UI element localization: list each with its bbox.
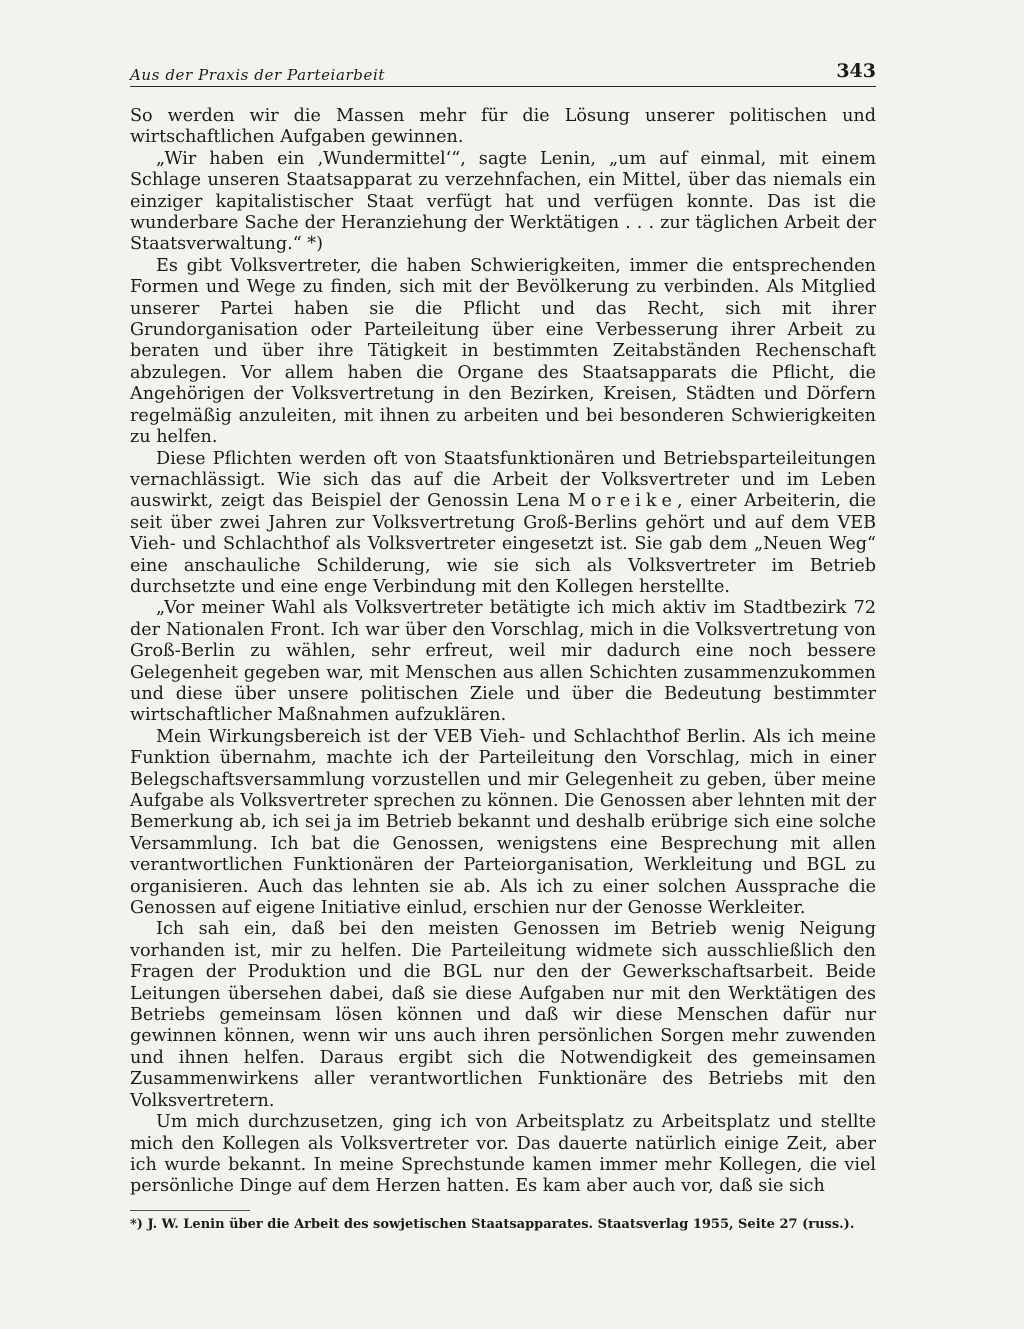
- page-number: 343: [836, 60, 876, 82]
- running-head: Aus der Praxis der Parteiarbeit: [130, 66, 385, 84]
- paragraph: Ich sah ein, daß bei den meisten Genossen im Betrieb wenig Neigung vorhanden ist, mir zu helfen. Die Parteileitung widmete sich ausschließlich den Fragen der Produktion und die BGL nur den der Gewerkschaftsarbeit. Beide Leitungen übersehen dabei, daß sie diese Aufgaben nur mit den Werktätigen des Betriebs gemeinsam lösen können und daß wir diese Menschen dafür nur gewinnen können, wenn wir uns auch ihren persönlichen Sorgen mehr zuwenden und ihnen helfen. Daraus ergibt sich die Notwendigkeit des gemeinsamen Zusammenwirkens aller verantwortlichen Funktionäre des Betriebs mit den Volksvertretern.: [130, 919, 876, 1111]
- paragraph-text: Diese Pflichten werden oft von Staatsfunktionären und Betriebsparteileitungen vernachlässigt. Wie sich das auf die Arbeit der Volksvertreter und im Leben auswirkt, zeigt das Beispiel der Genossin Lena: [130, 448, 876, 512]
- paragraph: „Vor meiner Wahl als Volksvertreter betätigte ich mich aktiv im Stadtbezirk 72 der Nationalen Front. Ich war über den Vorschlag, mich in die Volksvertretung von Groß-Berlin zu wählen, sehr erfreut, weil mir dadurch eine noch bessere Gelegenheit gegeben war, mit Menschen aus allen Schichten zusammenzukommen und diese über unsere politischen Ziele und über die Bedeutung bestimmter wirtschaftlicher Maßnahmen aufzuklären.: [130, 598, 876, 726]
- footnote-rule: [130, 1210, 250, 1211]
- paragraph-text: , einer Arbeiterin, die seit über zwei Jahren zur Volksvertretung Groß-Berlins gehört und auf dem VEB Vieh- und Schlachthof als Volksvertreter eingesetzt ist. Sie gab dem „Neuen Weg“ eine anschauliche Schilderung, wie sie sich als Volksvertreter im Betrieb durchsetzte und eine enge Verbindung mit den Kollegen herstellte.: [130, 491, 876, 597]
- paragraph: Mein Wirkungsbereich ist der VEB Vieh- und Schlachthof Berlin. Als ich meine Funktion übernahm, machte ich der Parteileitung den Vorschlag, mich in einer Belegschaftsversammlung vorzustellen und mir Gelegenheit zu geben, über meine Aufgabe als Volksvertreter sprechen zu können. Die Genossen aber lehnten mit der Bemerkung ab, ich sei ja im Betrieb bekannt und deshalb erübrige sich eine solche Versammlung. Ich bat die Genossen, wenigstens eine Besprechung mit allen verantwortlichen Funktionären der Parteiorganisation, Werkleitung und BGL zu organisieren. Auch das lehnten sie ab. Als ich zu einer solchen Aussprache die Genossen auf eigene Initiative einlud, erschien nur der Genosse Werkleiter.: [130, 726, 876, 919]
- paragraph: [130, 449, 876, 599]
- paragraph: Um mich durchzusetzen, ging ich von Arbeitsplatz zu Arbeitsplatz und stellte mich den Kollegen als Volksvertreter vor. Das dauerte natürlich einige Zeit, aber ich wurde bekannt. In meine Sprechstunde kamen immer mehr Kollegen, die viel persönliche Dinge auf dem Herzen hatten. Es kam aber auch vor, daß sie sich: [130, 1112, 876, 1197]
- paragraph: Es gibt Volksvertreter, die haben Schwierigkeiten, immer die entsprechenden Formen und Wege zu finden, sich mit der Bevölkerung zu verbinden. Als Mitglied unserer Partei haben sie die Pflicht und das Recht, sich mit ihrer Grundorganisation oder Parteileitung über eine Verbesserung ihrer Arbeit zu beraten und über ihre Tätigkeit in bestimmten Zeitabständen Rechenschaft abzulegen. Vor allem haben die Organe des Staatsapparats die Pflicht, die Angehörigen der Volksvertretung in den Bezirken, Kreisen, Städten und Dörfern regelmäßig anzuleiten, mit ihnen zu arbeiten und bei besonderen Schwierigkeiten zu helfen.: [130, 255, 876, 448]
- footnote: *) J. W. Lenin über die Arbeit des sowjetischen Staatsapparates. Staatsverlag 1955, Seite 27 (russ.).: [130, 1217, 855, 1232]
- paragraph: So werden wir die Massen mehr für die Lösung unserer politischen und wirtschaftlichen Aufgaben gewinnen.: [130, 106, 876, 148]
- emphasized-name: Moreike: [567, 491, 677, 512]
- body-text: [130, 106, 876, 1198]
- paragraph: „Wir haben ein ‚Wundermittel‘“, sagte Lenin, „um auf einmal, mit einem Schlage unseren Staatsapparat zu verzehnfachen, ein Mittel, über das niemals ein einziger kapitalistischer Staat verfügt hat und verfügen konnte. Das ist die wunderbare Sache der Heranziehung der Werktätigen . . . zur täglichen Arbeit der Staatsverwaltung.“ *): [130, 148, 876, 255]
- page-header: [130, 60, 876, 86]
- header-rule: [130, 86, 876, 87]
